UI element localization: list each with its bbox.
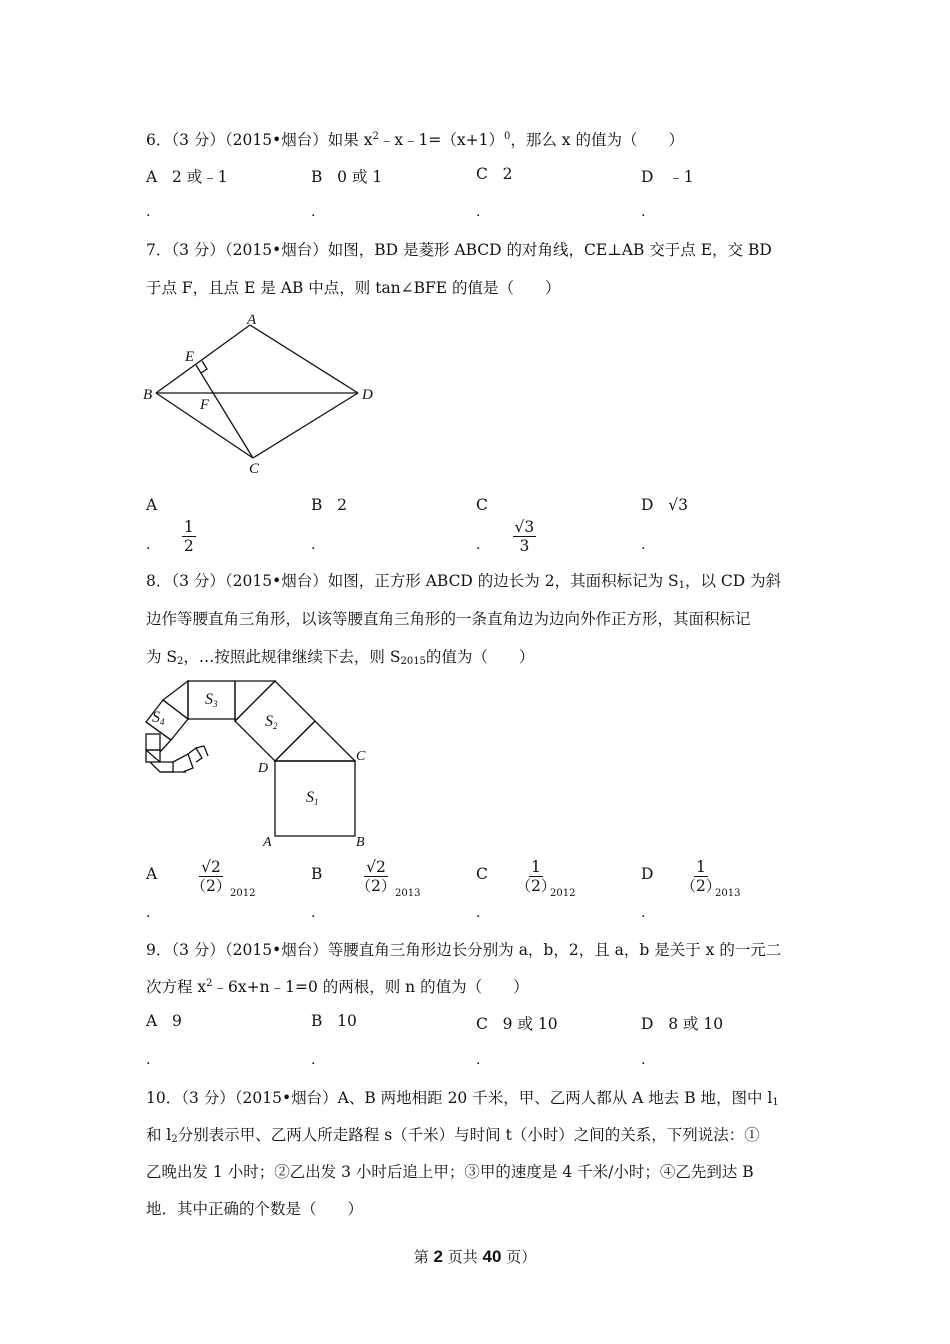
option-dot: .	[641, 204, 646, 220]
q7-option-c[interactable]: C $\frac{√3}{3}$	[476, 496, 535, 555]
q8-stem-line3: 为 $S_2$，…按照此规律继续下去，则 $S_{2015}$的值为（ ）	[146, 648, 535, 667]
option-dot: .	[146, 905, 151, 921]
label-f: F	[200, 397, 210, 413]
option-dot: .	[311, 537, 316, 553]
q6-option-a[interactable]: A 2 或﹣1	[146, 168, 228, 186]
square-spiral-figure	[138, 672, 378, 852]
option-dot: .	[476, 905, 481, 921]
q6-option-c[interactable]: C 2	[476, 165, 513, 183]
option-dot: .	[146, 1052, 151, 1068]
label-a: A	[263, 835, 272, 850]
label-c: C	[356, 749, 366, 764]
q8-stem-line2: 边作等腰直角三角形，以该等腰直角三角形的一条直角边为边向外作正方形，其面积标记	[146, 610, 751, 628]
label-b: B	[143, 387, 153, 403]
rhombus-figure	[138, 310, 388, 480]
label-d: D	[362, 387, 373, 403]
label-s2: S2	[265, 713, 278, 731]
q7-option-b[interactable]: B 2	[311, 496, 348, 514]
q6-option-d[interactable]: D ﹣1	[641, 168, 694, 186]
label-a: A	[247, 312, 257, 328]
option-dot: .	[476, 1052, 481, 1068]
label-e: E	[185, 349, 195, 365]
q10-stem-line4: 地．其中正确的个数是（ ）	[146, 1200, 364, 1218]
q9-option-b[interactable]: B 10	[311, 1012, 357, 1030]
label-s4: S4	[152, 709, 165, 727]
label-b: B	[356, 835, 365, 850]
label-c: C	[249, 461, 260, 477]
side-ab	[156, 325, 250, 393]
q7-stem-line2: 于点 F，且点 E 是 AB 中点，则 tan∠BFE 的值是（ ）	[146, 279, 561, 297]
label-s3: S3	[205, 691, 218, 709]
q8-stem-line1: 8．（3 分）（2015•烟台）如图，正方形 ABCD 的边长为 2，其面积标记为 $S_1$，以 CD 为斜	[146, 572, 782, 591]
q9-stem-line2: 次方程 $x^2﹣6x+n﹣1=0$ 的两根，则 n 的值为（ ）	[146, 978, 529, 996]
right-angle-mark	[201, 361, 207, 373]
option-dot: .	[476, 204, 481, 220]
option-dot: .	[311, 1052, 316, 1068]
page-footer: 第 2 页共 40 页）	[413, 1247, 537, 1266]
q9-option-a[interactable]: A 9	[146, 1012, 182, 1030]
q10-stem-line2: 和 $l_2$分别表示甲、乙两人所走路程 s（千米）与时间 t（小时）之间的关系，下列说法：①	[146, 1126, 760, 1145]
page-total: 40	[482, 1247, 502, 1266]
q6-option-b[interactable]: B 0 或 1	[311, 168, 383, 186]
q9-option-c[interactable]: C 9 或 10	[476, 1015, 558, 1033]
q9-option-d[interactable]: D 8 或 10	[641, 1015, 724, 1033]
q10-stem-line3: 乙晚出发 1 小时；②乙出发 3 小时后追上甲；③甲的速度是 4 千米/小时；④乙先到达 B	[146, 1163, 754, 1181]
q7-option-d[interactable]: D √3	[641, 496, 688, 514]
option-dot: .	[641, 1052, 646, 1068]
option-dot: .	[146, 537, 151, 553]
option-dot: .	[641, 537, 646, 553]
label-s1: S1	[306, 789, 319, 807]
option-dot: .	[311, 204, 316, 220]
side-cd	[253, 393, 358, 458]
option-dot: .	[146, 204, 151, 220]
option-dot: .	[641, 905, 646, 921]
q10-stem-line1: 10．（3 分）（2015•烟台）A、B 两地相距 20 千米，甲、乙两人都从 A 地去 B 地，图中 $l_1$	[146, 1089, 779, 1108]
option-dot: .	[476, 537, 481, 553]
q7-stem-line1: 7．（3 分）（2015•烟台）如图，BD 是菱形 ABCD 的对角线，CE⊥AB 交于点 E，交 BD	[146, 241, 772, 259]
option-dot: .	[311, 905, 316, 921]
q9-stem-line1: 9．（3 分）（2015•烟台）等腰直角三角形边长分别为 a，b，2，且 a，b 是关于 x 的一元二	[146, 941, 782, 959]
q7-option-a[interactable]: A $\frac{1}{2}$	[146, 496, 194, 555]
label-d: D	[258, 761, 269, 776]
side-ad	[250, 325, 358, 393]
page-number: 2	[433, 1247, 443, 1266]
triangle-1	[275, 721, 355, 761]
q6-stem: 6．（3 分）（2015•烟台）如果 $x^2﹣x﹣1=(x+1)^0$，那么 x 的值为（ ）	[146, 131, 684, 149]
